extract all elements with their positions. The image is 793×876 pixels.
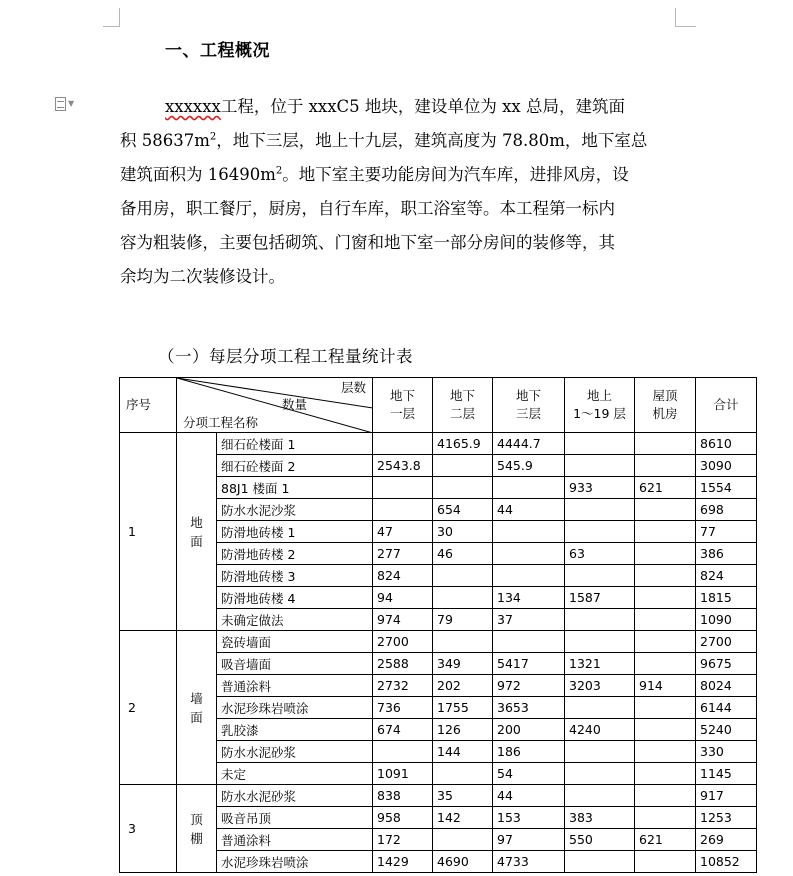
item-name: 防滑地砖楼 2 xyxy=(217,543,373,565)
header-above: 地上 1～19 层 xyxy=(565,378,635,433)
header-total: 合计 xyxy=(696,378,757,433)
cell-b2 xyxy=(433,477,493,499)
cell-b3: 44 xyxy=(493,785,565,807)
page-corner-mark-right xyxy=(675,8,696,27)
cell-above xyxy=(565,763,635,785)
item-name: 水泥珍珠岩喷涂 xyxy=(217,697,373,719)
cell-b1: 824 xyxy=(373,565,433,587)
cell-b1: 47 xyxy=(373,521,433,543)
cell-b1: 94 xyxy=(373,587,433,609)
cell-roof xyxy=(635,807,696,829)
cell-b3: 186 xyxy=(493,741,565,763)
cell-b3 xyxy=(493,543,565,565)
cell-b3: 37 xyxy=(493,609,565,631)
group-category: 墙 面 xyxy=(177,631,217,785)
cell-total: 3090 xyxy=(696,455,757,477)
item-name: 防水水泥砂浆 xyxy=(217,741,373,763)
group-category: 顶 棚 xyxy=(177,785,217,873)
cell-roof xyxy=(635,741,696,763)
cell-b1: 736 xyxy=(373,697,433,719)
cell-b3: 4733 xyxy=(493,851,565,873)
header-roof: 屋顶 机房 xyxy=(635,378,696,433)
cell-roof xyxy=(635,763,696,785)
cell-b3 xyxy=(493,565,565,587)
cell-roof: 621 xyxy=(635,829,696,851)
cell-b3: 545.9 xyxy=(493,455,565,477)
cell-b1: 958 xyxy=(373,807,433,829)
cell-b2 xyxy=(433,829,493,851)
header-quantity-label: 数量 xyxy=(282,397,308,412)
cell-b3: 153 xyxy=(493,807,565,829)
table-row xyxy=(120,433,757,455)
cell-b3: 4444.7 xyxy=(493,433,565,455)
cell-total: 698 xyxy=(696,499,757,521)
header-floors-label: 层数 xyxy=(340,380,366,395)
cell-above xyxy=(565,499,635,521)
cell-total: 8024 xyxy=(696,675,757,697)
cell-b2: 46 xyxy=(433,543,493,565)
cell-roof xyxy=(635,719,696,741)
item-name: 未定 xyxy=(217,763,373,785)
cell-b3: 972 xyxy=(493,675,565,697)
cell-b3: 3653 xyxy=(493,697,565,719)
group-index: 1 xyxy=(120,433,177,631)
cell-above xyxy=(565,741,635,763)
cell-above xyxy=(565,609,635,631)
cell-b2 xyxy=(433,455,493,477)
cell-b1: 1091 xyxy=(373,763,433,785)
cell-b1: 1429 xyxy=(373,851,433,873)
quantity-table xyxy=(119,377,757,873)
cell-b1: 838 xyxy=(373,785,433,807)
cell-total: 824 xyxy=(696,565,757,587)
cell-roof xyxy=(635,455,696,477)
paragraph-line-6: 余均为二次装修设计。 xyxy=(120,267,285,286)
item-name: 瓷砖墙面 xyxy=(217,631,373,653)
cell-b2 xyxy=(433,565,493,587)
cell-b2: 202 xyxy=(433,675,493,697)
cell-total: 10852 xyxy=(696,851,757,873)
header-item-name-label: 分项工程名称 xyxy=(183,415,259,430)
item-name: 水泥珍珠岩喷涂 xyxy=(217,851,373,873)
cell-total: 1090 xyxy=(696,609,757,631)
paragraph-line-1: xxxxxx工程，位于 xxxC5 地块，建设单位为 xx 总局，建筑面 xyxy=(165,97,625,116)
cell-b1: 2588 xyxy=(373,653,433,675)
cell-above: 4240 xyxy=(565,719,635,741)
cell-b1: 2543.8 xyxy=(373,455,433,477)
page-corner-mark-left xyxy=(103,8,120,27)
cell-total: 5240 xyxy=(696,719,757,741)
group-index: 2 xyxy=(120,631,177,785)
cell-b1 xyxy=(373,433,433,455)
cell-b3: 44 xyxy=(493,499,565,521)
cell-b1: 674 xyxy=(373,719,433,741)
cell-roof xyxy=(635,521,696,543)
cell-total: 917 xyxy=(696,785,757,807)
cell-b1: 2732 xyxy=(373,675,433,697)
cell-b2: 126 xyxy=(433,719,493,741)
item-name: 普通涂料 xyxy=(217,829,373,851)
cell-above xyxy=(565,851,635,873)
cell-total: 9675 xyxy=(696,653,757,675)
cell-b2: 1755 xyxy=(433,697,493,719)
item-name: 普通涂料 xyxy=(217,675,373,697)
header-index: 序号 xyxy=(120,378,177,433)
item-name: 防滑地砖楼 1 xyxy=(217,521,373,543)
table-row xyxy=(120,785,757,807)
cell-above xyxy=(565,785,635,807)
cell-above: 3203 xyxy=(565,675,635,697)
cell-b2: 654 xyxy=(433,499,493,521)
item-name: 乳胶漆 xyxy=(217,719,373,741)
cell-above: 1321 xyxy=(565,653,635,675)
item-name: 未确定做法 xyxy=(217,609,373,631)
cell-b3: 5417 xyxy=(493,653,565,675)
cell-above xyxy=(565,455,635,477)
cell-above xyxy=(565,631,635,653)
paragraph-line-3: 建筑面积为 $16490m^2$。地下室主要功能房间为汽车库，进排风房，设 xyxy=(120,165,629,184)
item-name: 细石砼楼面 2 xyxy=(217,455,373,477)
item-name: 防滑地砖楼 3 xyxy=(217,565,373,587)
cell-b1: 277 xyxy=(373,543,433,565)
cell-roof xyxy=(635,433,696,455)
cell-b2 xyxy=(433,763,493,785)
cell-b1: 2700 xyxy=(373,631,433,653)
section-heading: 一、工程概况 xyxy=(165,41,270,61)
cell-roof: 914 xyxy=(635,675,696,697)
cell-b2: 30 xyxy=(433,521,493,543)
cell-b2: 4690 xyxy=(433,851,493,873)
cell-b2: 79 xyxy=(433,609,493,631)
header-b3: 地下 三层 xyxy=(493,378,565,433)
header-b2: 地下 二层 xyxy=(433,378,493,433)
cell-b3 xyxy=(493,477,565,499)
cell-total: 8610 xyxy=(696,433,757,455)
header-diagonal-cell xyxy=(177,378,373,433)
cell-roof xyxy=(635,499,696,521)
cell-roof xyxy=(635,697,696,719)
item-name: 吸音吊顶 xyxy=(217,807,373,829)
project-name: xxxxxx xyxy=(165,97,221,116)
cell-b3 xyxy=(493,521,565,543)
cell-b1 xyxy=(373,499,433,521)
cell-roof xyxy=(635,653,696,675)
paragraph-line-5: 容为粗装修，主要包括砌筑、门窗和地下室一部分房间的装修等，其 xyxy=(120,233,615,252)
cell-total: 330 xyxy=(696,741,757,763)
cell-b2: 142 xyxy=(433,807,493,829)
cell-total: 6144 xyxy=(696,697,757,719)
cell-total: 1145 xyxy=(696,763,757,785)
cell-roof xyxy=(635,851,696,873)
cell-roof xyxy=(635,631,696,653)
table-row xyxy=(120,631,757,653)
cell-b1: 974 xyxy=(373,609,433,631)
cell-above: 1587 xyxy=(565,587,635,609)
cell-above xyxy=(565,565,635,587)
cell-b3: 134 xyxy=(493,587,565,609)
table-caption: （一）每层分项工程工程量统计表 xyxy=(158,347,413,366)
cell-roof: 621 xyxy=(635,477,696,499)
cell-total: 1815 xyxy=(696,587,757,609)
cell-b1 xyxy=(373,741,433,763)
cell-b3 xyxy=(493,631,565,653)
item-name: 88J1 楼面 1 xyxy=(217,477,373,499)
cell-b2: 35 xyxy=(433,785,493,807)
cell-above: 63 xyxy=(565,543,635,565)
paragraph-options-icon[interactable]: ▼ xyxy=(55,96,81,112)
cell-total: 1253 xyxy=(696,807,757,829)
group-index: 3 xyxy=(120,785,177,873)
item-name: 防水水泥砂浆 xyxy=(217,785,373,807)
cell-above xyxy=(565,697,635,719)
cell-b3: 54 xyxy=(493,763,565,785)
item-name: 防滑地砖楼 4 xyxy=(217,587,373,609)
cell-b2: 144 xyxy=(433,741,493,763)
overview-paragraph xyxy=(120,90,680,294)
cell-b2: 349 xyxy=(433,653,493,675)
cell-total: 386 xyxy=(696,543,757,565)
cell-total: 269 xyxy=(696,829,757,851)
cell-roof xyxy=(635,587,696,609)
cell-above xyxy=(565,521,635,543)
cell-b2 xyxy=(433,587,493,609)
cell-roof xyxy=(635,565,696,587)
cell-b1: 172 xyxy=(373,829,433,851)
paragraph-line-4: 备用房，职工餐厅，厨房，自行车库，职工浴室等。本工程第一标内 xyxy=(120,199,615,218)
cell-b2: 4165.9 xyxy=(433,433,493,455)
cell-above: 383 xyxy=(565,807,635,829)
cell-b2 xyxy=(433,631,493,653)
group-category: 地 面 xyxy=(177,433,217,631)
item-name: 防水水泥沙浆 xyxy=(217,499,373,521)
cell-b3: 97 xyxy=(493,829,565,851)
item-name: 吸音墙面 xyxy=(217,653,373,675)
table-body xyxy=(120,433,757,873)
cell-roof xyxy=(635,609,696,631)
paragraph-line-2: 积 $58637m^2$，地下三层，地上十九层，建筑高度为 78.80m，地下室总 xyxy=(120,131,648,150)
cell-total: 1554 xyxy=(696,477,757,499)
cell-b1 xyxy=(373,477,433,499)
header-b1: 地下 一层 xyxy=(373,378,433,433)
cell-above xyxy=(565,433,635,455)
cell-b3: 200 xyxy=(493,719,565,741)
cell-above: 933 xyxy=(565,477,635,499)
cell-roof xyxy=(635,785,696,807)
cell-roof xyxy=(635,543,696,565)
cell-total: 77 xyxy=(696,521,757,543)
cell-total: 2700 xyxy=(696,631,757,653)
cell-above: 550 xyxy=(565,829,635,851)
item-name: 细石砼楼面 1 xyxy=(217,433,373,455)
